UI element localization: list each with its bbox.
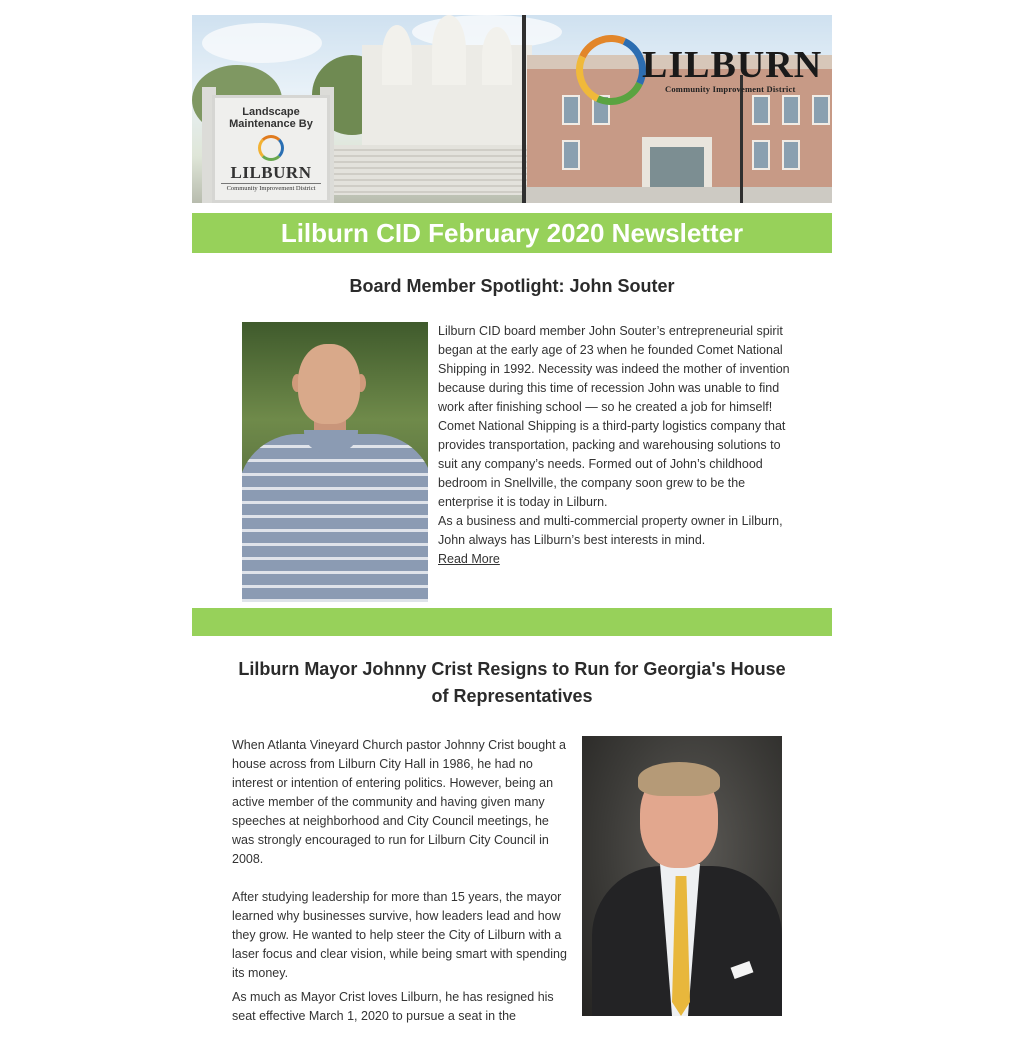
mayor-paragraph: When Atlanta Vineyard Church pastor Johnny Crist bought a house across from Lilburn City Hall in 1986, he had no interest or intention of entering politics. However, being an active member of the community and having given many speeches at neighborhood and City Council meetings, he was strongly encouraged to run for Lilburn City Council in 2008. — [232, 738, 566, 866]
entrance-glass — [650, 147, 704, 187]
spotlight-paragraph: Comet National Shipping is a third-party logistics company that provides transportation, packing and warehousing solutions to suit any company’s needs. Formed out of John’s childhood bedroom in Snellville, the company soon grew to be the enterprise it is today in Lilburn. — [438, 419, 786, 509]
sign-line-2: Maintenance By — [229, 118, 313, 130]
lamp-post — [522, 15, 526, 203]
newsletter-title: Lilburn CID February 2020 Newsletter — [192, 213, 832, 253]
spotlight-paragraph: As a business and multi-commercial property owner in Lilburn, John always has Lilburn’s best interests in mind. — [438, 514, 783, 547]
window — [752, 140, 770, 170]
logo-sub: Community Improvement District — [665, 84, 796, 94]
temple-dome — [482, 27, 512, 85]
mayor-paragraph: As much as Mayor Crist loves Lilburn, he has resigned his seat effective March 1, 2020 to pursue a seat in the — [232, 990, 554, 1023]
mayor-heading: Lilburn Mayor Johnny Crist Resigns to Run for Georgia's House of Representatives — [238, 659, 786, 706]
section-divider — [192, 608, 832, 636]
temple-steps — [332, 145, 552, 195]
logo-name: LILBURN — [642, 44, 823, 86]
newsletter — [192, 15, 832, 1036]
temple-dome — [382, 25, 412, 85]
sign-line-1: Landscape — [242, 106, 300, 118]
sign-logo-icon — [258, 135, 284, 161]
photo-head — [298, 344, 360, 424]
johnny-crist-photo — [582, 736, 782, 1016]
window — [562, 140, 580, 170]
temple-dome — [432, 15, 466, 85]
mayor-body — [232, 736, 574, 1045]
window — [782, 140, 800, 170]
spotlight-article — [192, 322, 832, 608]
cloud — [202, 23, 322, 63]
landscape-sign — [212, 95, 330, 203]
photo-hair — [638, 762, 720, 796]
lilburn-cid-logo — [572, 33, 822, 117]
mayor-article — [192, 736, 832, 1036]
plaza — [522, 187, 832, 203]
sign-sub: Community Improvement District — [221, 183, 321, 192]
spotlight-heading: Board Member Spotlight: John Souter — [349, 276, 675, 296]
sign-brand: LILBURN — [230, 163, 312, 182]
john-souter-photo — [242, 322, 428, 602]
spotlight-paragraph: Lilburn CID board member John Souter’s entrepreneurial spirit began at the early age of 23 when he founded Comet National Shipping in 1992. Necessity was indeed the mother of invention because during this time of recession John was unable to find work after finishing school — so he created a job for himself! — [438, 324, 790, 414]
photo-shirt — [242, 434, 428, 602]
header-banner-image — [192, 15, 832, 203]
spotlight-body — [438, 322, 800, 569]
mayor-paragraph: After studying leadership for more than 15 years, the mayor learned why businesses survive, how leaders lead and how they grow. He wanted to help steer the City of Lilburn with a laser focus and clear vision, while being smart with spending its money. — [232, 890, 567, 980]
read-more-link[interactable]: Read More — [438, 552, 500, 566]
